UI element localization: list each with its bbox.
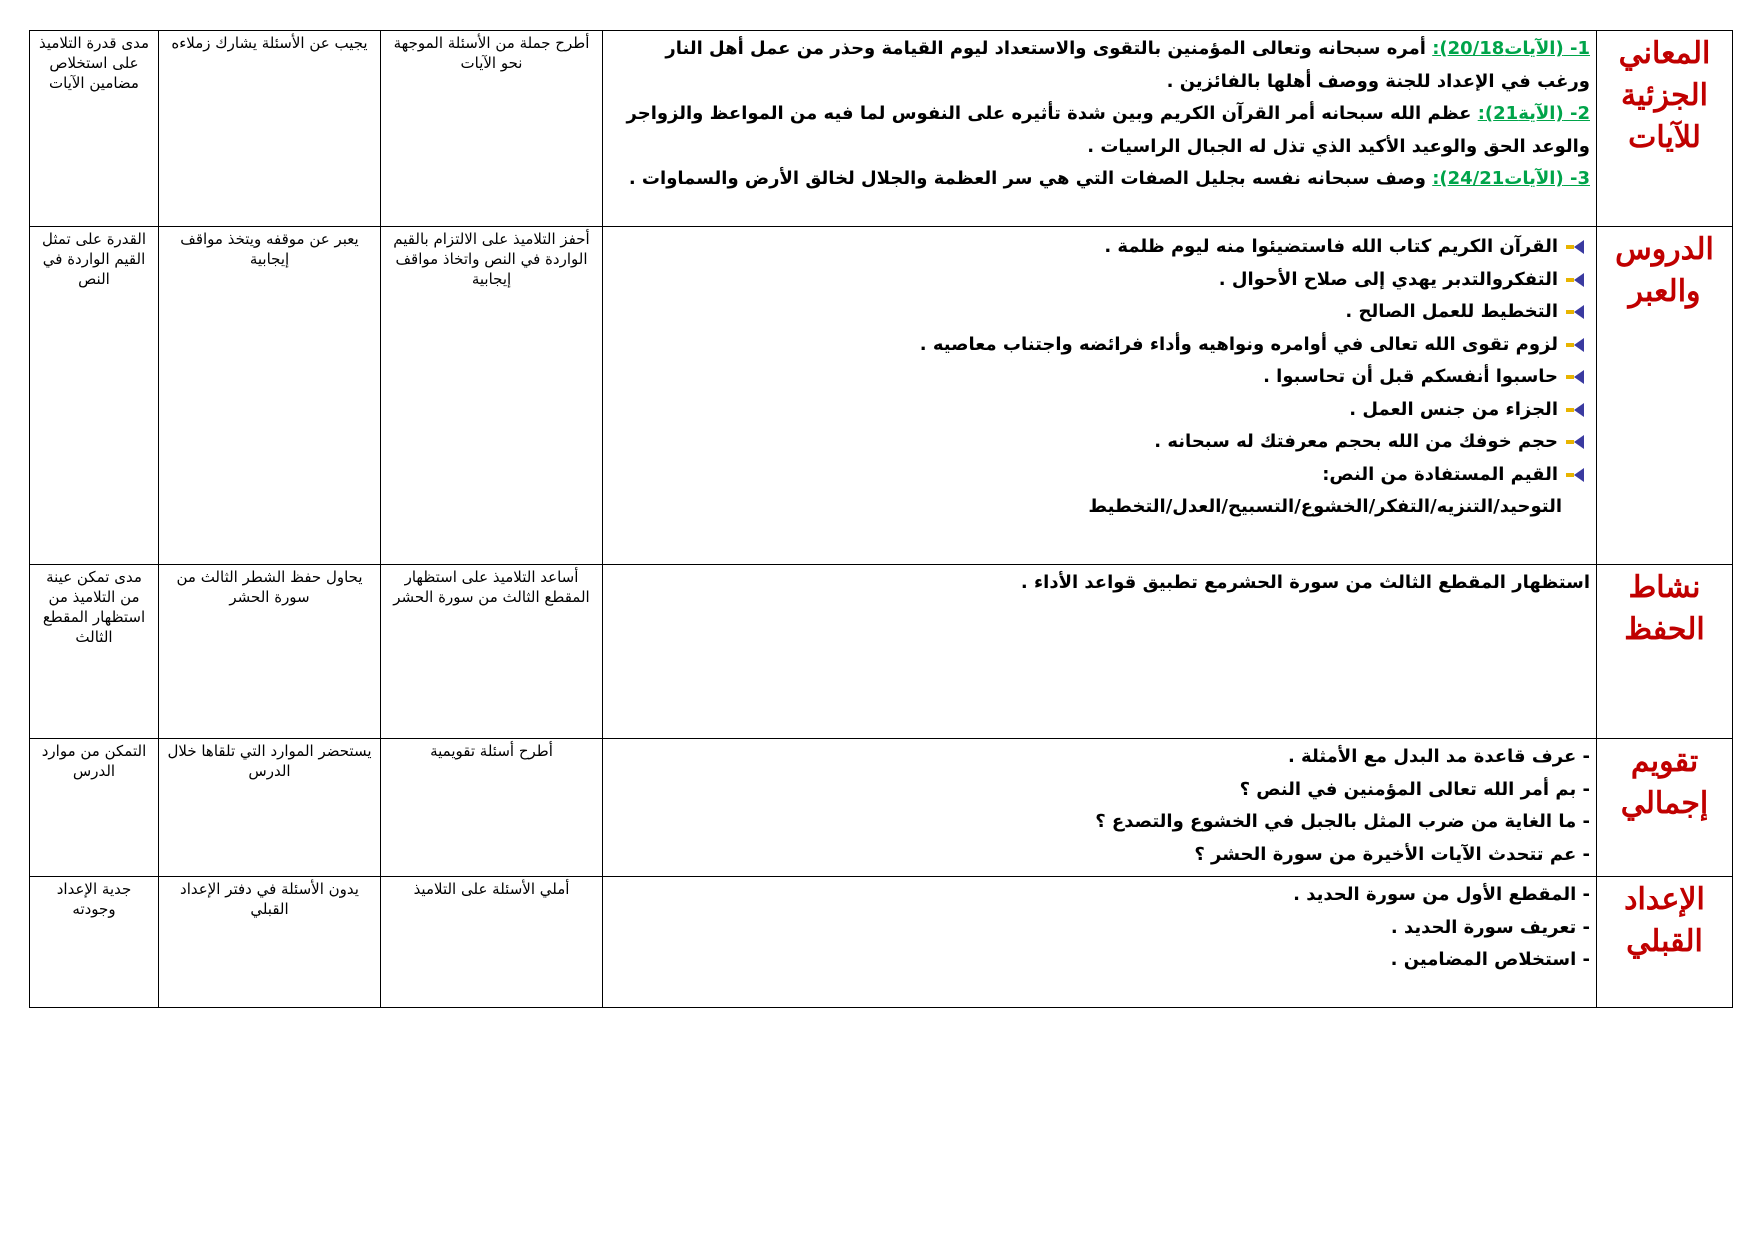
list-item: القرآن الكريم كتاب الله فاستضيئوا منه ليوم ظلمة .: [609, 231, 1586, 264]
teacher-activity: أطرح أسئلة تقويمية: [381, 739, 603, 877]
row-heading: الإعداد القبلي: [1597, 877, 1733, 1008]
learner-activity: يدون الأسئلة في دفتر الإعداد القبلي: [159, 877, 381, 1008]
list-item: لزوم تقوى الله تعالى في أوامره ونواهيه وأداء فرائضه واجتناب معاصيه .: [609, 329, 1586, 362]
list-item: حجم خوفك من الله بحجم معرفتك له سبحانه .: [609, 426, 1586, 459]
list-item: التفكروالتدبر يهدي إلى صلاح الأحوال .: [609, 264, 1586, 297]
meaning-item: 3- (الآيات24/21): وصف سبحانه نفسه بجليل الصفات التي هي سر العظمة والجلال لخالق الأرض والسماوات .: [628, 168, 1590, 189]
assessment-criteria: القدرة على تمثل القيم الواردة في النص: [30, 227, 159, 565]
list-item: - تعريف سورة الحديد .: [609, 912, 1590, 945]
row-preparation: [30, 877, 1733, 1008]
learner-activity: يحاول حفظ الشطر الثالث من سورة الحشر: [159, 565, 381, 739]
arrow-bullet-icon: [1566, 468, 1584, 482]
memorization-content: استظهار المقطع الثالث من سورة الحشرمع تطبيق قواعد الأداء .: [603, 565, 1597, 739]
verse-ref: 1- (الآيات20/18):: [1432, 38, 1590, 59]
values-list: التوحيد/التنزيه/التفكر/الخشوع/التسبيح/العدل/التخطيط: [1088, 496, 1562, 517]
verse-ref: 3- (الآيات24/21):: [1432, 168, 1590, 189]
list-item: الجزاء من جنس العمل .: [609, 394, 1586, 427]
preparation-content: [603, 877, 1597, 1008]
lessons-content: [603, 227, 1597, 565]
meaning-item: 2- (الآية21): عظم الله سبحانه أمر القرآن الكريم وبين شدة تأثيره على النفوس لما فيه من المواعظ والزواجر والوعد الحق والوعيد الأكيد الذي تذل له الجبال الراسيات .: [626, 103, 1590, 157]
list-item: - بم أمر الله تعالى المؤمنين في النص ؟: [609, 774, 1590, 807]
list-item: - المقطع الأول من سورة الحديد .: [609, 879, 1590, 912]
arrow-bullet-icon: [1566, 370, 1584, 384]
arrow-bullet-icon: [1566, 305, 1584, 319]
row-heading: نشاط الحفظ: [1597, 565, 1733, 739]
questions-list: [609, 741, 1590, 871]
assessment-criteria: جدية الإعداد وجودته: [30, 877, 159, 1008]
lesson-plan-table: [29, 30, 1733, 1008]
list-item: - ما الغاية من ضرب المثل بالجبل في الخشوع والتصدع ؟: [609, 806, 1590, 839]
row-meanings: [30, 31, 1733, 227]
row-lessons: [30, 227, 1733, 565]
learner-activity: يجيب عن الأسئلة يشارك زملاءه: [159, 31, 381, 227]
teacher-activity: أطرح جملة من الأسئلة الموجهة نحو الآيات: [381, 31, 603, 227]
list-item: - استخلاص المضامين .: [609, 944, 1590, 977]
list-item: حاسبوا أنفسكم قبل أن تحاسبوا .: [609, 361, 1586, 394]
teacher-activity: أملي الأسئلة على التلاميذ: [381, 877, 603, 1008]
row-memorization: [30, 565, 1733, 739]
meanings-content: [603, 31, 1597, 227]
list-item: - عرف قاعدة مد البدل مع الأمثلة .: [609, 741, 1590, 774]
assessment-criteria: مدى قدرة التلاميذ على استخلاص مضامين الآيات: [30, 31, 159, 227]
learner-activity: يعبر عن موقفه ويتخذ مواقف إيجابية: [159, 227, 381, 565]
assessment-criteria: مدى تمكن عينة من التلاميذ من استظهار المقطع الثالث: [30, 565, 159, 739]
row-heading: تقويم إجمالي: [1597, 739, 1733, 877]
assessment-criteria: التمكن من موارد الدرس: [30, 739, 159, 877]
learner-activity: يستحضر الموارد التي تلقاها خلال الدرس: [159, 739, 381, 877]
tasks-list: [609, 879, 1590, 977]
teacher-activity: أحفز التلاميذ على الالتزام بالقيم الواردة في النص واتخاذ مواقف إيجابية: [381, 227, 603, 565]
arrow-bullet-icon: [1566, 435, 1584, 449]
arrow-bullet-icon: [1566, 273, 1584, 287]
list-item: التخطيط للعمل الصالح .: [609, 296, 1586, 329]
list-item: - عم تتحدث الآيات الأخيرة من سورة الحشر ؟: [609, 839, 1590, 872]
arrow-bullet-icon: [1566, 240, 1584, 254]
row-heading: المعاني الجزئية للآيات: [1597, 31, 1733, 227]
evaluation-content: [603, 739, 1597, 877]
list-item: القيم المستفادة من النص:: [609, 459, 1586, 492]
row-heading: الدروس والعبر: [1597, 227, 1733, 565]
meaning-item: 1- (الآيات20/18): أمره سبحانه وتعالى المؤمنين بالتقوى والاستعداد ليوم القيامة وحذر من عمل أهل النار ورغب في الإعداد للجنة ووصف أهلها بالفائزين .: [665, 38, 1590, 92]
lessons-list: [609, 231, 1590, 491]
arrow-bullet-icon: [1566, 338, 1584, 352]
row-evaluation: [30, 739, 1733, 877]
arrow-bullet-icon: [1566, 403, 1584, 417]
teacher-activity: أساعد التلاميذ على استظهار المقطع الثالث من سورة الحشر: [381, 565, 603, 739]
verse-ref: 2- (الآية21):: [1477, 103, 1590, 124]
